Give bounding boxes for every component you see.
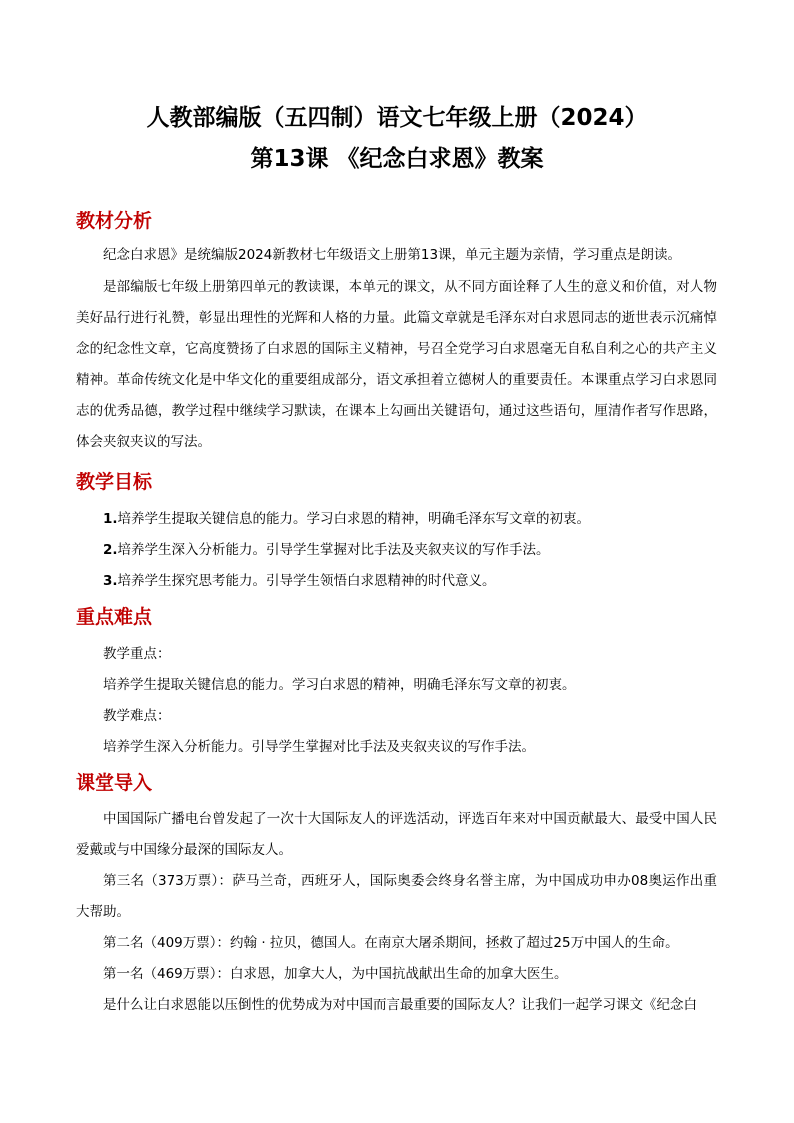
third-place-text: ：萨马兰奇，西班牙人，国际奥委会终身名誉主席，为中国成功申办08奥运作出重大帮助。: [76, 873, 717, 920]
intro-question: 是什么让白求恩能以压倒性的优势成为对中国而言最重要的国际友人？让我们一起学习课文《纪念白: [103, 997, 697, 1013]
goal-item-2: [103, 540, 550, 560]
goal-text: 培养学生深入分析能力。引导学生掌握对比手法及夹叙夹议的写作手法。: [117, 542, 550, 558]
second-place-label: 第二名（409万票）: [103, 935, 217, 951]
document-title: 人教部编版（五四制）语文七年级上册（2024）: [146, 105, 648, 131]
section-heading-goals: 教学目标: [76, 471, 153, 493]
section-heading-intro: 课堂导入: [76, 772, 153, 794]
intro-third-place: [76, 866, 717, 928]
first-place-label: 第一名（469万票）: [103, 966, 217, 982]
intro-first-place: [76, 959, 717, 990]
second-place-text: ：约翰 · 拉贝，德国人。在南京大屠杀期间，拯救了超过25万中国人的生命。: [216, 935, 679, 951]
section-heading-key-points: 重点难点: [76, 606, 153, 628]
third-place-label: 第三名（373万票）: [103, 873, 219, 889]
difficulty-text: 培养学生深入分析能力。引导学生掌握对比手法及夹叙夹议的写作手法。: [103, 739, 535, 755]
goal-number: 3.: [103, 573, 118, 589]
goal-item-1: [103, 509, 590, 529]
section-heading-analysis: 教材分析: [76, 210, 153, 232]
lesson-title: 第13课 《纪念白求恩》教案: [250, 146, 544, 172]
analysis-paragraph-2: 是部编版七年级上册第四单元的教读课，本单元的课文，从不同方面诠释了人生的意义和价值，对人物美好品行进行礼赞，彰显出理性的光辉和人格的力量。此篇文章就是毛泽东对白求恩同志的逝世表示沉痛悼念的纪念性文章，它高度赞扬了白求恩的国际主义精神，号召全党学习白求恩毫无自私自利之心的共产主义精神。革命传统文化是中华文化的重要组成部分，语文承担着立德树人的重要责任。本课重点学习白求恩同志的优秀品德，教学过程中继续学习默读，在课本上勾画出关键语句，通过这些语句，厘清作者写作思路，体会夹叙夹议的写法。: [76, 279, 717, 450]
intro-second-place: [76, 928, 717, 959]
intro-paragraph-1: 中国国际广播电台曾发起了一次十大国际友人的评选活动，评选百年来对中国贡献最大、最受中国人民爱戴或与中国缘分最深的国际友人。: [76, 811, 717, 858]
focus-text: 培养学生提取关键信息的能力。学习白求恩的精神，明确毛泽东写文章的初衷。: [103, 677, 576, 693]
difficulty-label: 教学难点：: [103, 708, 171, 724]
goal-text: 培养学生探究思考能力。引导学生领悟白求恩精神的时代意义。: [117, 573, 496, 589]
goal-item-3: [103, 571, 496, 591]
focus-label: 教学重点：: [103, 646, 171, 662]
analysis-paragraph-1: 纪念白求恩》是统编版2024新教材七年级语文上册第13课，单元主题为亲情，学习重点是朗读。: [103, 247, 682, 263]
goal-number: 2.: [103, 542, 118, 558]
goal-text: 培养学生提取关键信息的能力。学习白求恩的精神，明确毛泽东写文章的初衷。: [117, 511, 591, 527]
goal-number: 1.: [103, 511, 118, 527]
first-place-text: ：白求恩，加拿大人，为中国抗战献出生命的加拿大医生。: [216, 966, 568, 982]
